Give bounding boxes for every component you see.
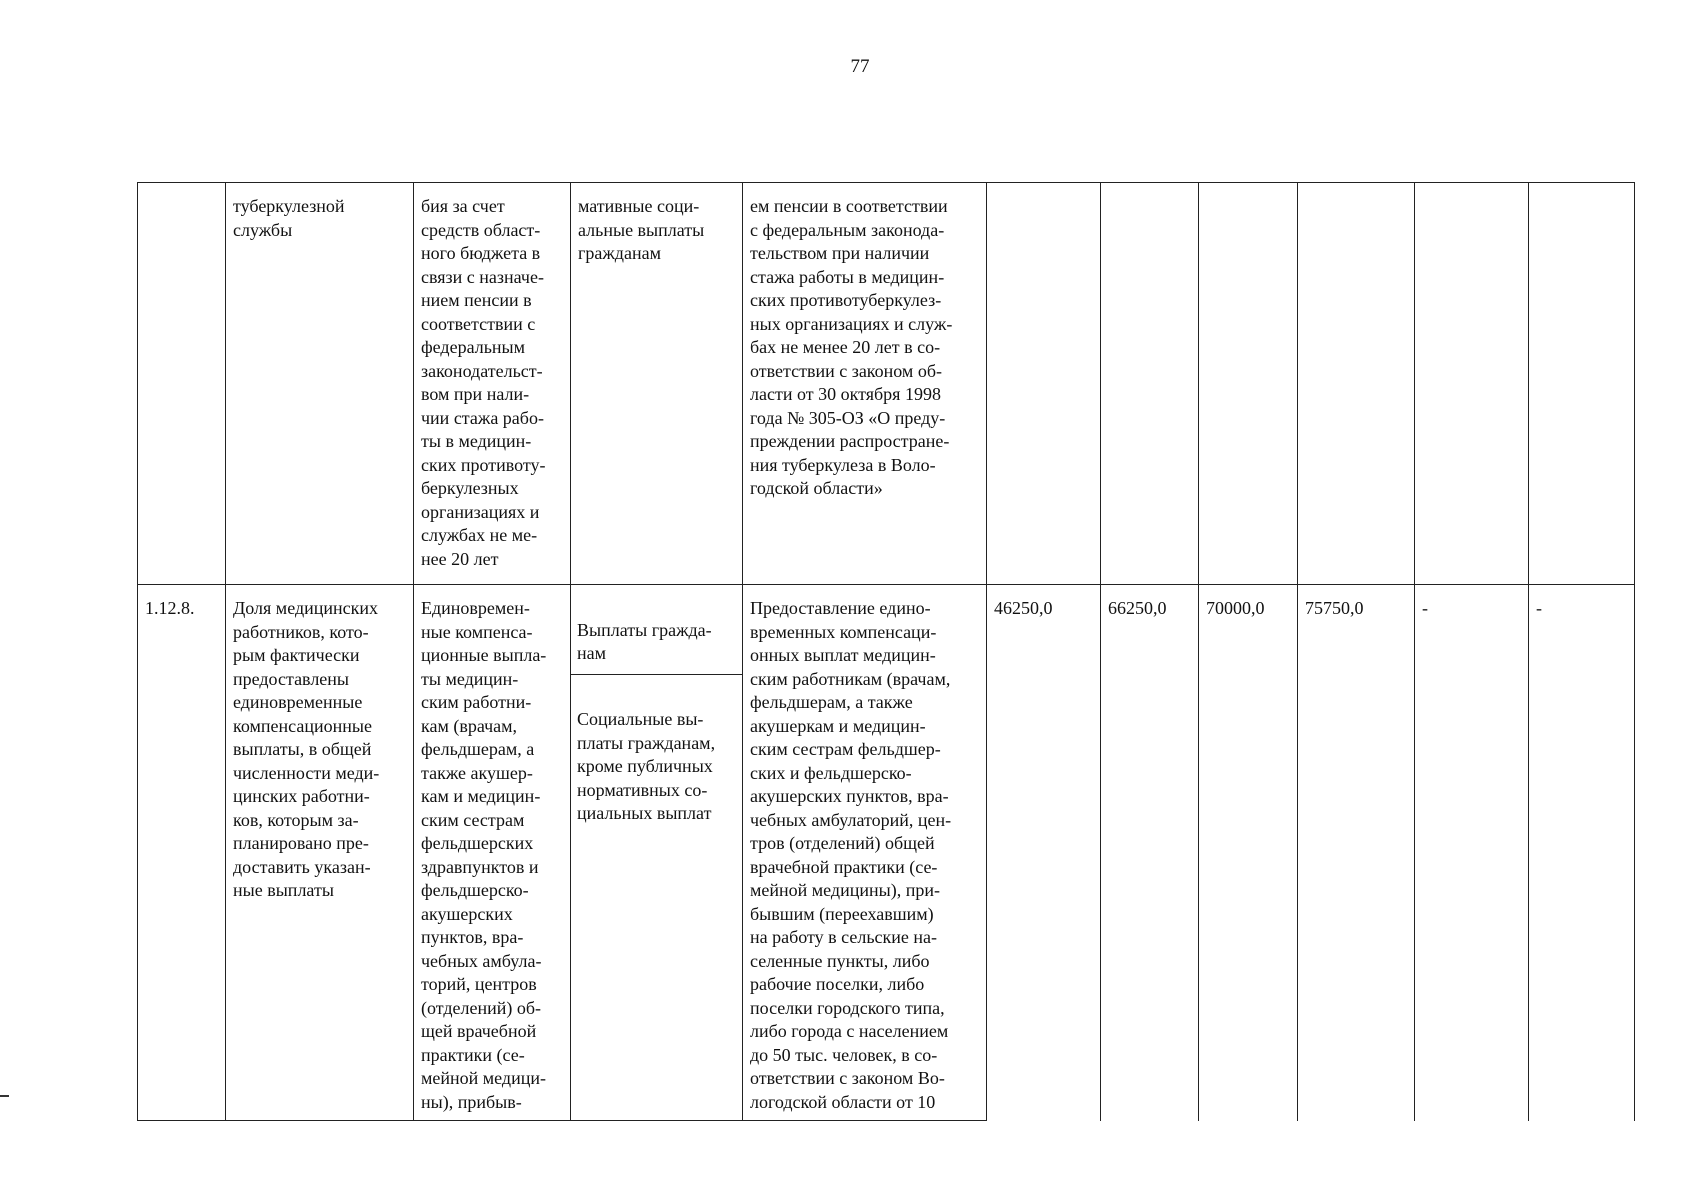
- value-cell-5: -: [1415, 585, 1529, 1121]
- value-cell-3: [1199, 183, 1298, 585]
- expense-type-cell: мативные соци- альные выплаты гражданам: [571, 183, 743, 585]
- program-table: [137, 182, 1635, 1121]
- table-row: [138, 585, 1635, 1121]
- row-index-cell: [138, 183, 226, 585]
- value-cell-5: [1415, 183, 1529, 585]
- indicator-cell: туберкулезной службы: [226, 183, 414, 585]
- value-cell-6: -: [1529, 585, 1635, 1121]
- value-cell-4: 75750,0: [1298, 585, 1415, 1121]
- value-cell-6: [1529, 183, 1635, 585]
- indicator-cell: Доля медицинских работников, кото- рым фактически предоставлены единовременные компенсационные выплаты, в общей численности меди- цинских работни- ков, которым за- планировано пре- доставить указан- ные выплаты: [226, 585, 414, 1121]
- expense-type-bottom: Социальные вы- платы гражданам, кроме публичных нормативных со- циальных выплат: [577, 709, 716, 823]
- description-cell: Предоставление едино- временных компенсаци- онных выплат медицин- ским работникам (врачам, фельдшерам, а также акушеркам и медицин- ским сестрам фельдшер- ских и фельдшерско- акушерских пунктов, вра- чебных амбулаторий, цен- тров (отделений) общей врачебной практики (се- мейной медицины), при- бывшим (переехавшим) на работу в сельские на- селенные пункты, либо рабочие поселки, либо поселки городского типа, либо города с населением до 50 тыс. человек, в со- ответствии с законом Во- логодской области от 10: [743, 585, 987, 1121]
- row-index-cell: 1.12.8.: [138, 585, 226, 1121]
- expense-type-cell: [571, 585, 743, 1121]
- margin-mark: [0, 1095, 9, 1097]
- page-number: 77: [850, 56, 870, 77]
- value-cell-2: 66250,0: [1101, 585, 1199, 1121]
- value-cell-3: 70000,0: [1199, 585, 1298, 1121]
- expense-type-top: Выплаты гражда- нам: [571, 609, 742, 675]
- value-cell-1: 46250,0: [987, 585, 1101, 1121]
- value-cell-1: [987, 183, 1101, 585]
- value-cell-2: [1101, 183, 1199, 585]
- measure-cell: Единовремен- ные компенса- ционные выпла- ты медицин- ским работни- кам (врачам, фельдшерам, а также акушер- кам и медицин- ским сестрам фельдшерских здравпунктов и фельдшерско- акушерских пунктов, вра- чебных амбула- торий, центров (отделений) об- щей врачебной практики (се- мейной медици- ны), прибыв-: [414, 585, 571, 1121]
- table-row: [138, 183, 1635, 585]
- value-cell-4: [1298, 183, 1415, 585]
- description-cell: ем пенсии в соответствии с федеральным законода- тельством при наличии стажа работы в медицин- ских противотуберкулез- ных организациях и служ- бах не менее 20 лет в со- ответствии с законом об- ласти от 30 октября 1998 года № 305-ОЗ «О преду- преждении распростране- ния туберкулеза в Воло- годской области»: [743, 183, 987, 585]
- measure-cell: бия за счет средств област- ного бюджета в связи с назначе- нием пенсии в соответствии с федеральным законодательст- вом при нали- чии стажа рабо- ты в медицин- ских противоту- беркулезных организациях и службах не ме- нее 20 лет: [414, 183, 571, 585]
